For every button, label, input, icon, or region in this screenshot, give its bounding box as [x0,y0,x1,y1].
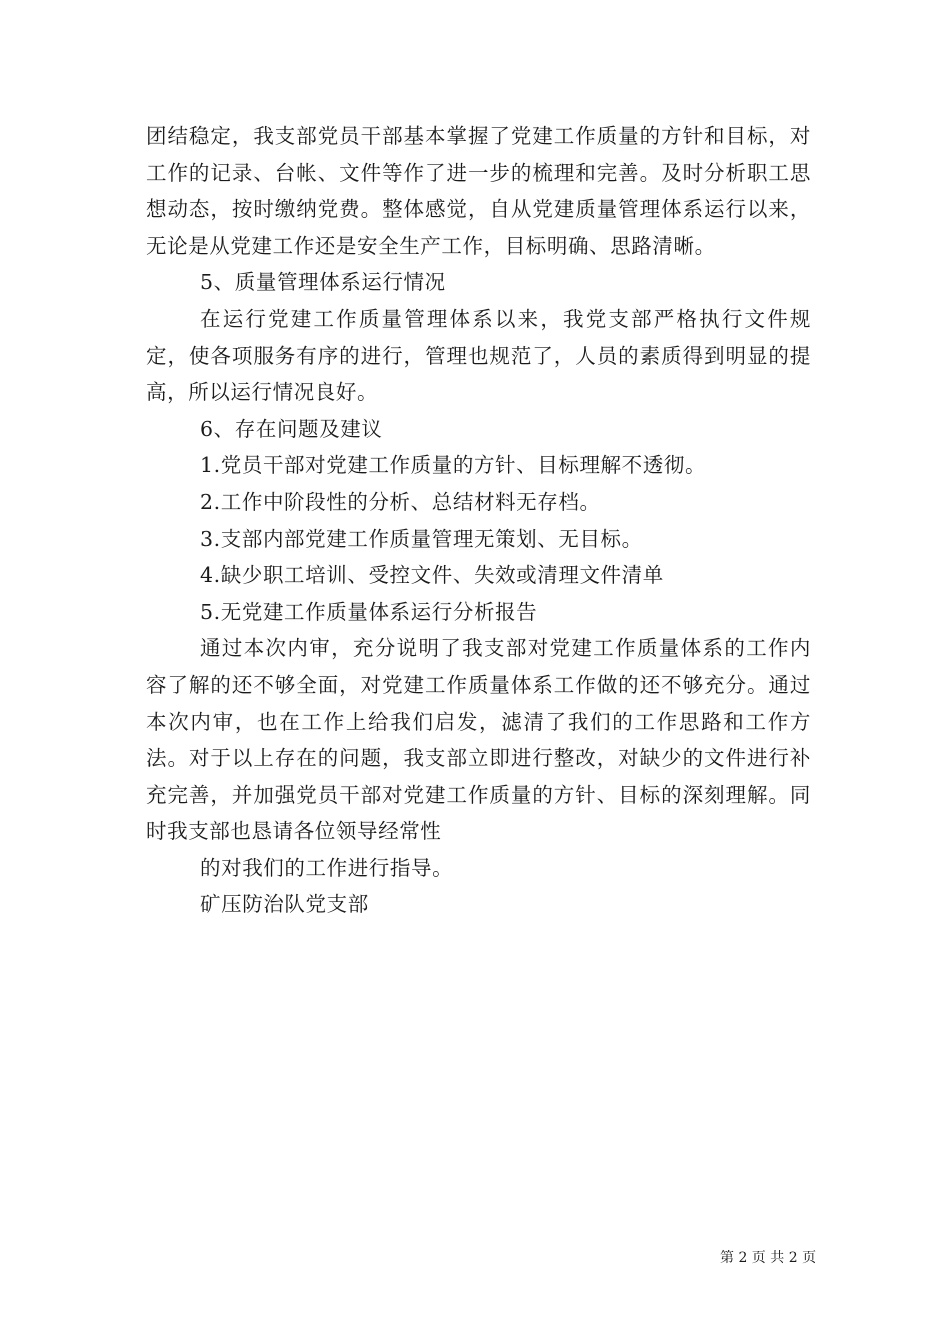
paragraph-conclusion-end: 的对我们的工作进行指导。 [200,855,454,880]
section-heading-6: 6、存在问题及建议 [200,416,383,441]
list-item: 2.工作中阶段性的分析、总结材料无存档。 [200,489,601,514]
signature: 矿压防治队党支部 [200,892,369,917]
list-item: 4.缺少职工培训、受控文件、失效或清理文件清单 [200,563,664,588]
section-heading-5: 5、质量管理体系运行情况 [200,270,446,295]
list-item: 3.支部内部党建工作质量管理无策划、无目标。 [200,526,643,551]
paragraph-conclusion: 通过本次内审，充分说明了我支部对党建工作质量体系的工作内容了解的还不够全面，对党建工作质量体系工作做的还不够充分。通过本次内审，也在工作上给我们启发，滤清了我们的工作思路和工作方法。对于以上存在的问题，我支部立即进行整改，对缺少的文件进行补充完善，并加强党员干部对党建工作质量的方针、目标的深刻理解。同时我支部也恳请各位领导经常性 [146,636,811,844]
paragraph-continuation: 团结稳定，我支部党员干部基本掌握了党建工作质量的方针和目标，对工作的记录、台帐、文件等作了进一步的梳理和完善。及时分析职工思想动态，按时缴纳党费。整体感觉，自从党建质量管理体系运行以来，无论是从党建工作还是安全生产工作，目标明确、思路清晰。 [146,124,811,258]
document-body [146,118,811,923]
paragraph-operation-status: 在运行党建工作质量管理体系以来，我党支部严格执行文件规定，使各项服务有序的进行，管理也规范了，人员的素质得到明显的提高，所以运行情况良好。 [146,306,811,405]
list-item: 5.无党建工作质量体系运行分析报告 [200,599,538,624]
page-number-footer: 第 2 页 共 2 页 [720,1250,817,1266]
list-item: 1.党员干部对党建工作质量的方针、目标理解不透彻。 [200,453,707,478]
